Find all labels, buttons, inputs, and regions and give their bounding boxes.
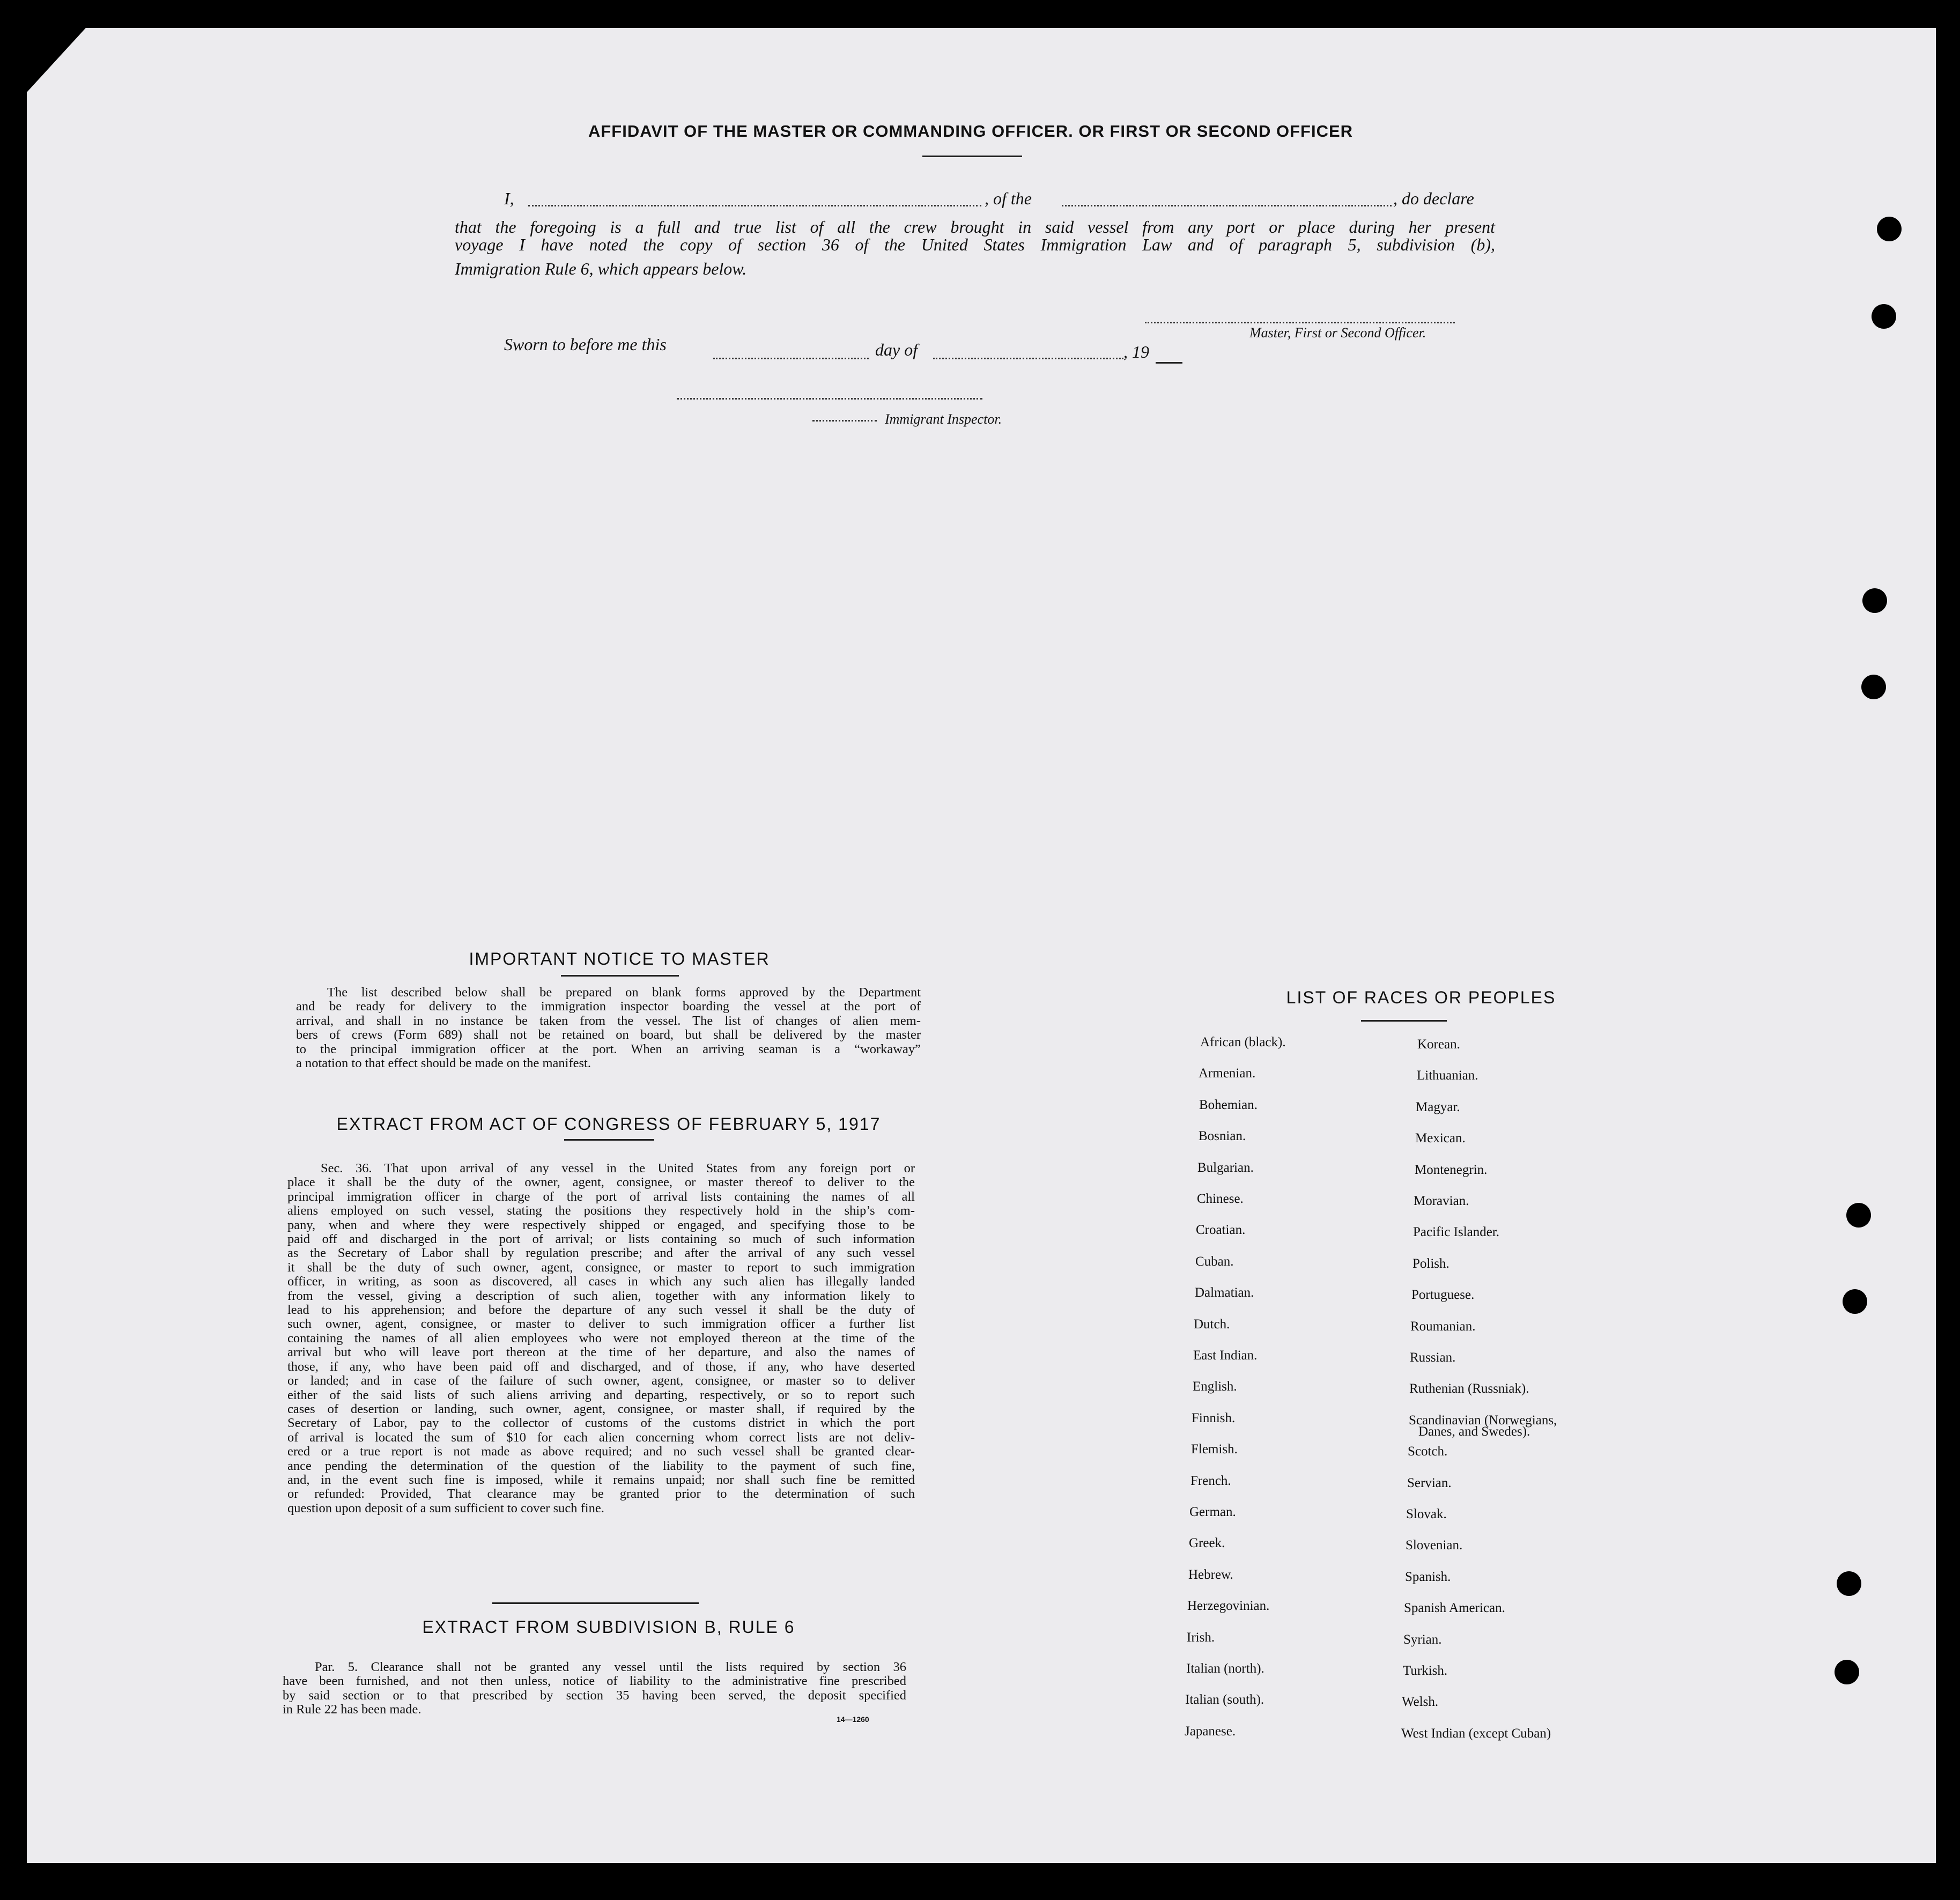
race-item: Bosnian. — [1199, 1129, 1246, 1144]
form-number: 14—1260 — [837, 1715, 869, 1724]
race-item: West Indian (except Cuban) — [1401, 1726, 1551, 1741]
race-item: Magyar. — [1416, 1099, 1460, 1114]
race-item: African (black). — [1200, 1035, 1286, 1049]
affidavit-do-declare: , do declare — [1393, 189, 1474, 208]
notice-line: to the principal immigration officer at the port. When an arriving seaman is a “workaway” — [296, 1041, 921, 1056]
act-line: question upon deposit of a sum sufficient to cover such fine. — [287, 1500, 604, 1515]
race-item: Moravian. — [1414, 1194, 1469, 1208]
affidavit-title: AFFIDAVIT OF THE MASTER OR COMMANDING OFFICER. OR FIRST OR SECOND OFFICER — [588, 122, 1353, 141]
affidavit-body-line: voyage I have noted the copy of section 36 of the United States Immigration Law and of paragraph 5, subdivision (b), — [455, 235, 1495, 254]
notice-paragraph — [296, 986, 921, 1070]
race-item: Dutch. — [1194, 1317, 1230, 1332]
race-item: French. — [1190, 1473, 1231, 1488]
act-title: EXTRACT FROM ACT OF CONGRESS OF FEBRUARY 5, 1917 — [336, 1114, 881, 1134]
affidavit-body-line: Immigration Rule 6, which appears below. — [455, 259, 747, 278]
act-line: arrival but who will leave port thereon at the time of her departure, and also the names of — [287, 1345, 915, 1360]
race-item: Mexican. — [1415, 1131, 1466, 1146]
rule6-title: EXTRACT FROM SUBDIVISION B, RULE 6 — [422, 1617, 795, 1637]
race-item: English. — [1193, 1379, 1237, 1394]
race-item: Russian. — [1410, 1350, 1456, 1365]
notice-line: bers of crews (Form 689) shall not be retained on board, but shall be delivered by the master — [296, 1027, 921, 1043]
sworn-month-line — [933, 358, 1123, 359]
notice-line: and be ready for delivery to the immigration inspector boarding the vessel at the port of — [296, 999, 921, 1014]
race-item: Bulgarian. — [1197, 1160, 1254, 1175]
act-line: Secretary of Labor, pay to the collector of customs of the customs district in which the port — [287, 1416, 915, 1431]
act-line: or refunded: Provided, That clearance may be granted prior to the determination of such — [287, 1487, 915, 1502]
race-item: Ruthenian (Russniak). — [1409, 1381, 1529, 1396]
act-line: containing the names of all alien employees who were not employed thereon at the time of the — [287, 1330, 915, 1345]
act-line: ance pending the determination of the question of the liability to the payment of such fine, — [287, 1458, 915, 1473]
race-item-continuation: Danes, and Swedes). — [1418, 1424, 1530, 1439]
notice-line: a notation to that effect should be made on the manifest. — [296, 1056, 591, 1071]
signature-line — [1145, 322, 1455, 323]
act-line: as the Secretary of Labor shall by regulation prescribe; and after the arrival of any such vessel — [287, 1246, 915, 1261]
vessel-field-line — [1062, 205, 1392, 206]
race-item: Dalmatian. — [1195, 1285, 1254, 1300]
act-line: and, in the event such fine is imposed, while it remains unpaid; nor shall such fine be remitted — [287, 1472, 915, 1487]
punch-hole — [1835, 1660, 1859, 1684]
race-item: Finnish. — [1192, 1410, 1236, 1425]
race-item: Hebrew. — [1188, 1567, 1233, 1582]
punch-hole — [1846, 1203, 1871, 1228]
act-line: paid off and discharged in the port of arrival; or lists containing so much of such information — [287, 1232, 915, 1247]
race-item: Montenegrin. — [1415, 1162, 1488, 1177]
race-item: Scandinavian (Norwegians, — [1409, 1413, 1557, 1428]
race-item: Japanese. — [1185, 1724, 1236, 1739]
divider — [922, 156, 1022, 157]
notice-line: arrival, and shall in no instance be taken from the vessel. The list of changes of alien mem- — [296, 1013, 921, 1028]
race-item: Portuguese. — [1411, 1288, 1475, 1303]
race-item: Greek. — [1189, 1536, 1225, 1551]
divider — [1361, 1020, 1447, 1022]
race-item: Herzegovinian. — [1187, 1599, 1270, 1614]
year-line — [1156, 362, 1182, 364]
act-line: such owner, agent, consignee, or master to deliver to such immigration officer a further list — [287, 1317, 915, 1332]
act-line: lead to his apprehension; and before the departure of any such vessel it shall be the duty of — [287, 1303, 915, 1318]
race-item: Pacific Islander. — [1413, 1225, 1500, 1240]
rule6-paragraph — [283, 1660, 906, 1717]
sworn-day-line — [713, 358, 869, 359]
race-item: Korean. — [1417, 1037, 1460, 1052]
act-line: place it shall be the duty of the owner, agent, consignee, or master thereof to deliver to the — [287, 1175, 915, 1190]
race-item: German. — [1189, 1505, 1236, 1519]
race-item: Spanish. — [1405, 1569, 1451, 1584]
race-item: Flemish. — [1191, 1442, 1238, 1457]
divider — [492, 1602, 699, 1604]
race-item: Slovenian. — [1406, 1538, 1463, 1553]
rule6-line: by said section or to that prescribed by section 35 having been served, the deposit specified — [283, 1688, 906, 1703]
rule6-line: have been furnished, and not then unless, notice of liability to the administrative fine prescribed — [283, 1674, 906, 1689]
race-item: Italian (south). — [1185, 1692, 1264, 1707]
punch-hole — [1877, 217, 1902, 241]
act-line: those, if any, who have been paid off and discharged, and of those, if any, who have deserted — [287, 1359, 915, 1374]
act-line: aliens employed on such vessel, stating the positions they respectively hold in the ship’s com- — [287, 1203, 915, 1218]
race-item: Chinese. — [1197, 1192, 1244, 1206]
affidavit-i-label: I, — [504, 189, 514, 208]
act-line: pany, when and where they were respectively shipped or engaged, and specifying those to be — [287, 1217, 915, 1232]
name-field-line — [528, 205, 981, 206]
affidavit-body-line: that the foregoing is a full and true list of all the crew brought in said vessel from any port or place during her present — [455, 217, 1495, 236]
act-line: of arrival is located the sum of $10 for each alien concerning whom correct lists are not deliv- — [287, 1430, 915, 1445]
divider — [564, 1139, 654, 1141]
act-line: either of the said lists of such aliens arriving and departing, respectively, or so to report such — [287, 1387, 915, 1402]
act-line: Sec. 36. That upon arrival of any vessel in the United States from any foreign port or — [321, 1161, 915, 1176]
race-item: Servian. — [1407, 1475, 1452, 1490]
punch-hole — [1861, 675, 1886, 699]
rule6-line: in Rule 22 has been made. — [283, 1702, 421, 1717]
race-item: Irish. — [1187, 1630, 1215, 1645]
race-item: East Indian. — [1193, 1348, 1258, 1363]
act-line: from the vessel, giving a description of such alien, together with any information likely to — [287, 1288, 915, 1303]
race-item: Spanish American. — [1404, 1601, 1505, 1616]
act-line: officer, in writing, as soon as discovered, all cases in which any such alien has illegally landed — [287, 1274, 915, 1289]
document-page — [27, 28, 1936, 1863]
punch-hole — [1843, 1289, 1867, 1314]
punch-hole — [1872, 304, 1896, 329]
race-item: Roumanian. — [1410, 1319, 1476, 1334]
race-item: Syrian. — [1403, 1632, 1442, 1647]
inspector-label: Immigrant Inspector. — [885, 411, 1002, 427]
act-line: ered or a true report is not made as above required; and no such vessel shall be granted clear- — [287, 1444, 915, 1459]
rule6-line: Par. 5. Clearance shall not be granted any vessel until the lists required by section 36 — [315, 1660, 906, 1674]
act-line: or landed; and in case of the failure of such owner, agent, consignee, or master so to deliver — [287, 1373, 915, 1388]
affidavit-of-the: , of the — [985, 189, 1032, 208]
race-item: Polish. — [1412, 1256, 1449, 1271]
year-prefix: , 19 — [1123, 342, 1149, 361]
race-item: Bohemian. — [1199, 1097, 1258, 1112]
act-paragraph — [287, 1162, 915, 1515]
race-item: Slovak. — [1406, 1507, 1447, 1521]
act-line: cases of desertion or landing, such owner, agent, consignee, or master shall, if required by the — [287, 1401, 915, 1416]
race-item: Lithuanian. — [1417, 1068, 1478, 1083]
race-item: Scotch. — [1408, 1444, 1448, 1459]
race-item: Welsh. — [1402, 1695, 1439, 1710]
notice-line: The list described below shall be prepared on blank forms approved by the Department — [327, 985, 921, 1000]
punch-hole — [1837, 1571, 1861, 1596]
sworn-label: Sworn to before me this — [504, 335, 667, 354]
inspector-short-line — [812, 420, 877, 422]
act-line: principal immigration officer in charge of the port of arrival lists containing the names of all — [287, 1189, 915, 1204]
notice-title: IMPORTANT NOTICE TO MASTER — [469, 949, 770, 969]
act-line: it shall be the duty of such owner, agent, consignee, or master to report to such immigration — [287, 1260, 915, 1275]
race-item: Turkish. — [1403, 1664, 1448, 1678]
race-item: Cuban. — [1195, 1254, 1234, 1269]
divider — [561, 975, 679, 977]
signature-label: Master, First or Second Officer. — [1249, 325, 1426, 341]
races-title: LIST OF RACES OR PEOPLES — [1286, 988, 1556, 1007]
race-item: Italian (north). — [1186, 1661, 1264, 1676]
race-item: Croatian. — [1196, 1223, 1246, 1238]
day-of-label: day of — [875, 340, 918, 359]
punch-hole — [1862, 588, 1887, 613]
inspector-signature-line — [677, 398, 982, 400]
race-item: Armenian. — [1199, 1066, 1256, 1081]
